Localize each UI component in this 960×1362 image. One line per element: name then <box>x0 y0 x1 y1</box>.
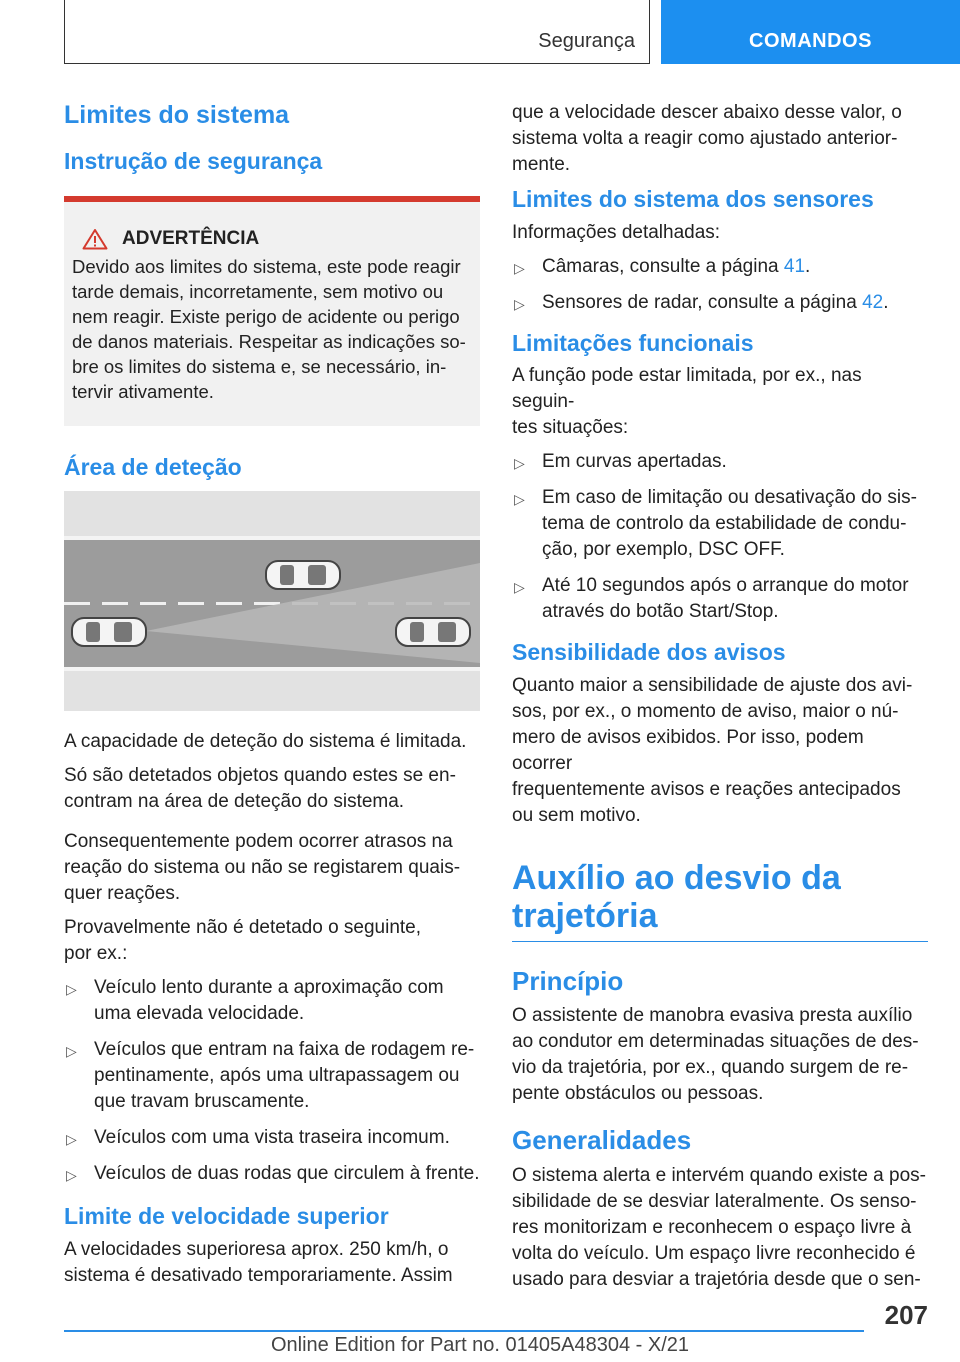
list-item: ▷ Em caso de limitação ou desativação do sis‐ tema de controlo da estabilidade de condu‐ ção, por exemplo, DSC OFF. <box>514 487 917 561</box>
paragraph-principle: O assistente de manobra evasiva presta auxílio ao condutor em determinadas situações de des‐ vio da trajetória, por ex., quando surgem de re‐ pente obstáculos ou pessoas. <box>512 1005 919 1105</box>
page-link-41[interactable]: 41 <box>783 255 806 277</box>
list-item: ▷ Veículos que entram na faixa de rodagem re‐ pentinamente, após uma ultrapassagem ou que travam bruscamente. <box>66 1039 475 1113</box>
paragraph-detected-objects: Só são detetados objetos quando estes se en‐ contram na área de deteção do sistema. <box>64 765 456 813</box>
paragraph-function: A função pode estar limitada, por ex., nas seguin‐ tes situações: <box>512 365 862 439</box>
detection-area-illustration <box>64 491 480 711</box>
header-section-title: Segurança <box>538 30 635 52</box>
page-number: 207 <box>884 1300 928 1330</box>
paragraph-sensitivity: Quanto maior a sensibilidade de ajuste dos avi‐ sos, por ex., o momento de aviso, maior o nú‐ mero de avisos exibidos. Por isso, podem ocorrer frequentemente avisos e reações antecipados ou sem motivo. <box>512 674 913 826</box>
paragraph-speed: A velocidades superioresa aprox. 250 km/h, o sistema é desativado temporariamente. Assim <box>64 1238 453 1286</box>
heading-system-limits: Limites do sistema <box>64 101 290 129</box>
triangle-bullet-icon: ▷ <box>66 1167 77 1184</box>
paragraph-consequently: Consequentemente podem ocorrer atrasos na reação do sistema ou não se registarem quais‐ quer reações. <box>64 831 461 905</box>
triangle-bullet-icon: ▷ <box>514 455 525 472</box>
header-chapter-tab <box>661 0 960 64</box>
right-column <box>512 100 928 1301</box>
list-item: ▷ Câmaras, consulte a página 41. <box>512 254 928 280</box>
triangle-bullet-icon: ▷ <box>514 295 525 312</box>
header-section-tab <box>64 0 650 64</box>
triangle-bullet-icon: ▷ <box>514 579 525 596</box>
footer-edition: Online Edition for Part no. 01405A48304 - X/21 <box>270 1334 690 1356</box>
list-item: ▷ Veículo lento durante a aproximação com uma elevada velocidade. <box>66 977 444 1025</box>
triangle-bullet-icon: ▷ <box>66 981 77 998</box>
list-item: ▷ Até 10 segundos após o arranque do motor através do botão Start/Stop. <box>514 575 909 623</box>
car-ahead-same-lane-icon <box>396 618 470 646</box>
list-item: ▷ Veículos com uma vista traseira incomum. <box>64 1125 480 1151</box>
triangle-bullet-icon: ▷ <box>514 491 525 508</box>
paragraph-capacity: A capacidade de deteção do sistema é limitada. <box>64 731 467 753</box>
warning-triangle-icon <box>82 228 108 250</box>
functional-list <box>512 449 928 625</box>
header-chapter-title: COMANDOS <box>749 30 872 52</box>
list-item: ▷ Sensores de radar, consulte a página 42. <box>512 290 928 316</box>
paragraph-general: O sistema alerta e intervém quando existe a pos‐ sibilidade de se desviar lateralmente. Os senso‐ res monitorizam e reconhecem o espaço livre à volta do veículo. Um espaço livre reconhecido é usado para desviar a trajetória desde que o sen‐ <box>512 1164 926 1290</box>
left-column <box>64 100 480 1297</box>
heading-upper-speed-limit: Limite de velocidade superior <box>64 1203 389 1230</box>
triangle-bullet-icon: ▷ <box>66 1131 77 1148</box>
warning-box <box>64 196 480 426</box>
sensor-list <box>512 254 928 316</box>
chapter-divider <box>512 941 928 943</box>
warning-text: Devido aos limites do sistema, este pode reagir tarde demais, incorretamente, sem motivo ou nem reagir. Existe perigo de acidente ou perigo de danos materiais. Respeitar as indicações so‐ bre os limites do sistema e, se necessário, in‐ tervir ativamente. <box>72 255 466 402</box>
warning-title: ADVERTÊNCIA <box>72 228 472 250</box>
list-item: ▷ Em curvas apertadas. <box>512 449 928 475</box>
heading-safety-instruction: Instrução de segurança <box>64 148 323 174</box>
triangle-bullet-icon: ▷ <box>514 259 525 276</box>
heading-sensor-limits: Limites do sistema dos sensores <box>512 186 874 212</box>
footer-divider <box>64 1330 864 1332</box>
car-ego-icon <box>72 618 146 646</box>
paragraph-details: Informações detalhadas: <box>512 221 721 243</box>
heading-detection-area: Área de deteção <box>64 453 242 480</box>
car-ahead-left-icon <box>266 561 340 589</box>
page-link-42[interactable]: 42 <box>862 291 884 313</box>
list-item: ▷ Veículos de duas rodas que circulem à frente. <box>64 1161 480 1187</box>
paragraph-probably: Provavelmente não é detetado o seguinte, por ex.: <box>64 917 422 965</box>
undetected-list <box>64 975 480 1187</box>
heading-principle: Princípio <box>512 966 624 997</box>
triangle-bullet-icon: ▷ <box>66 1043 77 1060</box>
heading-warning-sensitivity: Sensibilidade dos avisos <box>512 639 786 666</box>
paragraph-continued: que a velocidade descer abaixo desse valor, o sistema volta a reagir como ajustado anterior‐ mente. <box>512 102 902 175</box>
heading-general: Generalidades <box>512 1125 692 1156</box>
heading-functional-limitations: Limitações funcionais <box>512 329 754 356</box>
chapter-title: Auxílio ao desvio da trajetória <box>512 858 841 935</box>
